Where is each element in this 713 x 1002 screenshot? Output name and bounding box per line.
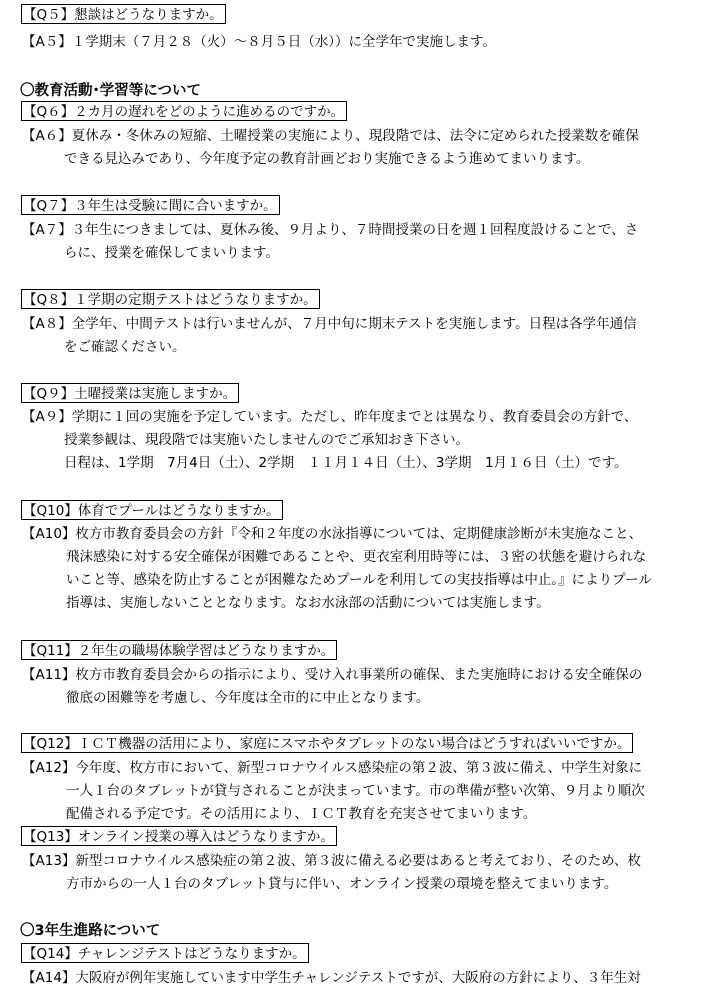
answer-a9 (22, 406, 694, 475)
answer-line: 【A12】今年度、枚方市において、新型コロナウイルス感染症の第２波、第３波に備え、中学生対象に (22, 760, 643, 776)
question-q10: 【Q10】体育でプールはどうなりますか。 (21, 500, 283, 520)
answer-a5 (22, 31, 694, 54)
section-heading-third-year: 〇3年生進路について (20, 923, 161, 939)
question-q11: 【Q11】２年生の職場体験学習はどうなりますか。 (21, 640, 337, 660)
answer-line: 【A10】枚方市教育委員会の方針『令和２年度の水泳指導については、定期健康診断が未実施なこと、 (22, 526, 643, 542)
answer-a11 (22, 664, 694, 710)
answer-line: 【A14】大阪府が例年実施しています中学生チャレンジテストですが、大阪府の方針により、３年生対 (22, 970, 641, 986)
answer-line: いこと等、感染を防止することが困難なためプールを利用しての実技指導は中止。』によりプール (66, 572, 652, 588)
answer-line: 【A５】１学期末（７月２８（火）～８月５日（水））に全学年で実施します。 (22, 34, 496, 50)
answer-a6 (22, 125, 694, 171)
answer-line: 方市からの一人１台のタブレット貸与に伴い、オンライン授業の環境を整えてまいります。 (66, 876, 618, 892)
question-q7: 【Q７】３年生は受験に間に合いますか。 (21, 195, 280, 215)
answer-line: 【A13】新型コロナウイルス感染症の第２波、第３波に備える必要はあると考えており、そのため、枚 (22, 853, 642, 869)
answer-a13 (22, 850, 694, 896)
answer-line: 授業参観は、現段階では実施いたしませんのでご承知おき下さい。 (64, 432, 469, 448)
question-q9: 【Q９】土曜授業は実施しますか。 (21, 383, 239, 403)
question-q12: 【Q12】ＩＣＴ機器の活用により、家庭にスマホやタブレットのない場合はどうすればいいですか。 (21, 733, 633, 753)
answer-line: 【A９】学期に１回の実施を予定しています。ただし、昨年度までとは異なり、教育委員会の方針で、 (22, 409, 638, 425)
question-q14: 【Q14】チャレンジテストはどうなりますか。 (21, 943, 309, 963)
question-q8: 【Q８】１学期の定期テストはどうなりますか。 (21, 289, 320, 309)
answer-line: 【A８】全学年、中間テストは行いませんが、７月中旬に期末テストを実施します。日程は各学年通信 (22, 316, 637, 332)
answer-a7 (22, 219, 694, 265)
answer-a14 (22, 967, 694, 990)
answer-line: できる見込みであり、今年度予定の教育計画どおり実施できるよう進めてまいります。 (64, 151, 590, 167)
answer-line: 指導は、実施しないこととなります。なお水泳部の活動については実施します。 (66, 595, 550, 611)
answer-line: をご確認ください。 (64, 339, 186, 355)
question-q6: 【Q６】２カ月の遅れをどのように進めるのですか。 (21, 101, 347, 121)
answer-line: 日程は、1学期 7月4日（土）、2学期 １１月１４日（土）、3学期 1月１６日（土）です。 (64, 455, 628, 471)
answer-line: 一人１台のタブレットが貸与されることが決まっています。市の準備が整い次第、９月より順次 (66, 783, 645, 799)
question-q13: 【Q13】オンライン授業の導入はどうなりますか。 (21, 826, 337, 846)
answer-a8 (22, 313, 694, 359)
question-q5: 【Q５】懇談はどうなりますか。 (21, 4, 226, 24)
answer-line: 【A11】枚方市教育委員会からの指示により、受け入れ事業所の確保、また実施時における安全確保の (22, 667, 643, 683)
answer-line: 飛沫感染に対する安全確保が困難であることや、更衣室利用時等には、３密の状態を避けられな (66, 549, 647, 565)
answer-line: 【A７】３年生につきましては、夏休み後、９月より、７時間授業の日を週１回程度設けることで、さ (22, 222, 639, 238)
answer-line: 【A６】夏休み・冬休みの短縮、土曜授業の実施により、現段階では、法令に定められた授業数を確保 (22, 128, 639, 144)
answer-a10 (22, 523, 694, 615)
answer-line: 配備される予定です。その活用により、ＩＣＴ教育を充実させてまいります。 (66, 806, 537, 822)
answer-a12 (22, 757, 694, 826)
answer-line: らに、授業を確保してまいります。 (64, 245, 279, 261)
answer-line: 徹底の困難等を考慮し、今年度は全市的に中止となります。 (66, 690, 430, 706)
section-heading-education: 〇教育活動･学習等について (20, 83, 201, 99)
